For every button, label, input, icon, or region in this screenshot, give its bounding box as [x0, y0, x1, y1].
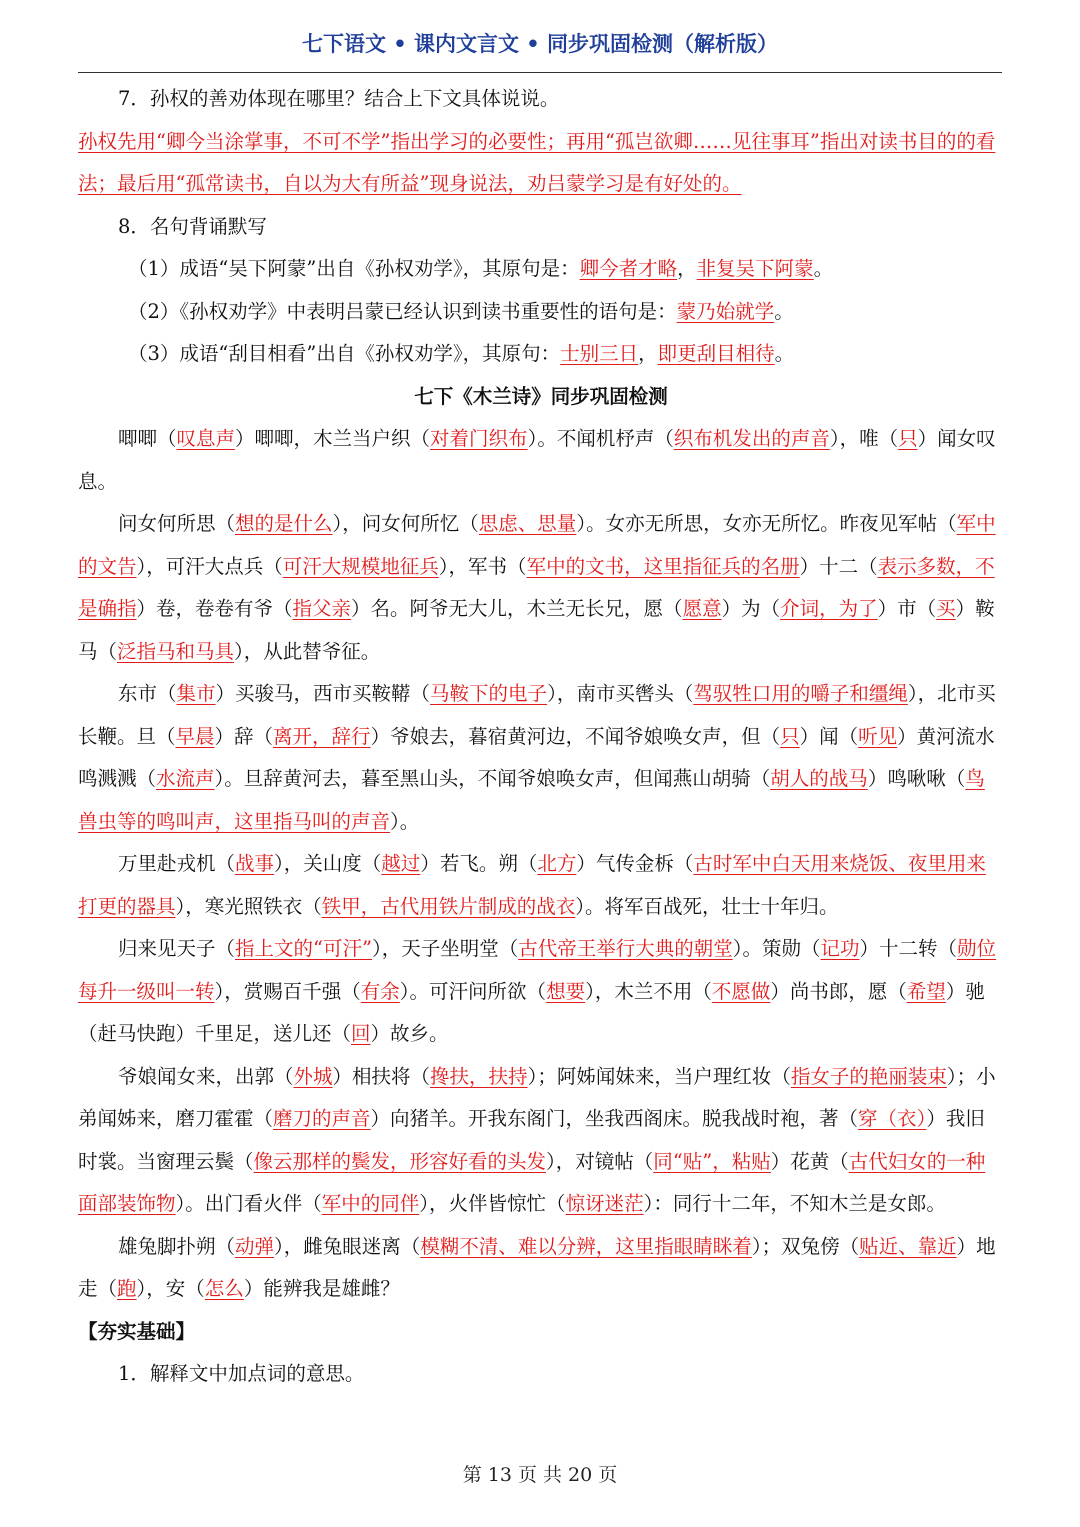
- gloss-answer: 想要: [546, 979, 586, 1003]
- gloss-answer: 离开，辞行: [273, 724, 371, 748]
- passage-text: ）。不闻机杼声（: [527, 427, 674, 450]
- basic-title: 【夯实基础】: [78, 1319, 196, 1343]
- gloss-answer: 水流声: [156, 767, 215, 790]
- gloss-answer: 动弹: [235, 1234, 275, 1258]
- passage-text: ）十二（: [799, 554, 878, 578]
- passage-text: ）市（: [877, 597, 937, 620]
- gloss-answer: 叹息声: [176, 427, 236, 450]
- passage-text: ）花黄（: [770, 1149, 849, 1173]
- item-end: 。: [813, 257, 834, 280]
- passage-text: ）驰（赶马快跑）千里足，送儿还（: [78, 979, 985, 1045]
- question-8-item: [78, 248, 1004, 291]
- gloss-answer: 军中的文书，这里指征兵的名册: [526, 554, 800, 578]
- passage-text: 雄兔脚扑朔（: [118, 1234, 236, 1258]
- passage-text: ）辞（: [214, 724, 274, 748]
- item-answer: 卿今者才略: [579, 257, 678, 280]
- gloss-answer: 集市: [176, 682, 216, 705]
- gloss-answer: 跑: [117, 1277, 137, 1300]
- passage-text: ）十二转（: [859, 937, 958, 960]
- item-sep: ，: [677, 257, 697, 280]
- gloss-answer: 记功: [820, 937, 860, 960]
- passage-text: ）黄河流水鸣溅溅（: [78, 724, 995, 790]
- gloss-answer: 思虑、思量: [478, 512, 577, 535]
- gloss-answer: 贴近、靠近: [859, 1234, 957, 1258]
- gloss-answer: 不愿做: [711, 979, 771, 1003]
- passage-text: ）故乡。: [370, 1022, 449, 1045]
- passage-text: ），雌兔眼迷离（: [274, 1234, 421, 1258]
- item-answer: 士别三日: [560, 342, 639, 365]
- passage-paragraph: [78, 1226, 1004, 1311]
- gloss-answer: 愿意: [682, 597, 722, 620]
- passage-text: ）；小弟闻姊来，磨刀霍霍（: [78, 1064, 996, 1130]
- item-answer: 蒙乃始就学: [676, 299, 775, 323]
- passage-text: ），天子坐明堂（: [371, 937, 519, 960]
- gloss-answer: 怎么: [204, 1277, 244, 1300]
- passage-text: ）闻女叹息。: [78, 427, 996, 493]
- item-prompt: （1）成语“吴下阿蒙”出自《孙权劝学》，其原句是：: [128, 257, 580, 280]
- passage-text: ）；阿姊闻妹来，当户理红妆（: [527, 1064, 791, 1088]
- gloss-answer: 对着门织布: [430, 427, 528, 450]
- passage-text: ）能辨我是雄雌？: [243, 1277, 400, 1300]
- passage-text: ）爷娘去，暮宿黄河边，不闻爷娘唤女声，但（: [370, 724, 781, 748]
- passage-text: ）卷，卷卷有爷（: [136, 597, 293, 620]
- question-8-item: [78, 333, 1004, 376]
- question-7: 7．孙权的善劝体现在哪里？结合上下文具体说说。: [118, 87, 560, 110]
- gloss-answer: 军中的同伴: [321, 1192, 420, 1215]
- gloss-answer: 买: [936, 597, 956, 620]
- passage-text: ），北市买长鞭。旦（: [78, 682, 996, 748]
- passage-text: ）。: [390, 809, 420, 833]
- passage-paragraph: [78, 418, 1004, 503]
- gloss-answer: 勋位每升一级叫一转: [78, 937, 997, 1003]
- answer-7: [78, 121, 1004, 206]
- item-answer: 即更刮目相待: [657, 342, 775, 365]
- gloss-answer: 像云那样的鬓发，形容好看的头发: [253, 1149, 547, 1173]
- item-end: 。: [774, 342, 795, 365]
- gloss-answer: 鸟兽虫等的鸣叫声，这里指马叫的声音: [78, 767, 985, 833]
- passage-text: ），唯（: [829, 427, 899, 450]
- gloss-answer: 外城: [293, 1064, 333, 1088]
- basic-question-1: 1．解释文中加点词的意思。: [118, 1362, 365, 1385]
- gloss-answer: 古代妇女的一种面部装饰物: [78, 1149, 986, 1215]
- passage-text: ）鸣啾啾（: [867, 767, 966, 790]
- passage-text: ）。旦辞黄河去，暮至黑山头，不闻爷娘唤女声，但闻燕山胡骑（: [214, 767, 771, 790]
- gloss-answer: 铁甲，古代用铁片制成的战衣: [321, 894, 576, 918]
- gloss-answer: 有余: [360, 979, 400, 1003]
- answer-7-text: 孙权先用“卿今当涂掌事，不可不学”指出学习的必要性；再用“孤岂欲卿……见往事耳”指出对读书目的的看法；最后用“孤常读书，自以为大有所益”现身说法，劝吕蒙学习是有好处的。: [78, 129, 996, 195]
- item-prompt: （2）《孙权劝学》中表明吕蒙已经认识到读书重要性的语句是：: [128, 299, 677, 323]
- passage-text: 东市（: [118, 682, 177, 705]
- gloss-answer: 胡人的战马: [770, 767, 868, 790]
- passage-text: 爷娘闻女来，出郭（: [118, 1064, 294, 1088]
- passage-text: ）若飞。朔（: [420, 852, 538, 875]
- passage-paragraph: [78, 843, 1004, 928]
- question-8-title: 8．名句背诵默写: [118, 214, 267, 238]
- passage-text: ），寒光照铁衣（: [175, 894, 322, 918]
- passage-paragraph: [78, 673, 1004, 843]
- item-answer: 非复吴下阿蒙: [696, 257, 814, 280]
- passage-text: 唧唧（: [118, 427, 177, 450]
- passage-text: ），问女何所忆（: [332, 512, 479, 535]
- passage-text: ）。将军百战死，壮士十年归。: [575, 894, 839, 918]
- passage-text: ），对镜帖（: [546, 1149, 654, 1173]
- gloss-answer: 同“贴”，粘贴: [653, 1149, 771, 1173]
- passage-text: ），安（: [136, 1277, 205, 1300]
- gloss-answer: 只: [780, 724, 800, 748]
- passage-text: ），军书（: [438, 554, 527, 578]
- passage-text: 问女何所思（: [118, 512, 236, 535]
- passage-text: ）。出门看火伴（: [175, 1192, 322, 1215]
- page-footer: 第 13 页 共 20 页: [462, 1464, 618, 1486]
- gloss-answer: 介词，为了: [780, 597, 878, 620]
- gloss-answer: 穿（衣）: [858, 1107, 927, 1130]
- gloss-answer: 马鞍下的电子: [430, 682, 548, 705]
- gloss-answer: 指上文的“可汗”: [235, 937, 372, 960]
- passage-text: ），可汗大点兵（: [136, 554, 283, 578]
- gloss-answer: 战事: [235, 852, 275, 875]
- gloss-answer: 回: [351, 1022, 371, 1045]
- passage-paragraph: [78, 928, 1004, 1056]
- gloss-answer: 古时军中白天用来烧饭、夜里用来打更的器具: [78, 852, 986, 918]
- passage-text: ），关山度（: [274, 852, 382, 875]
- gloss-answer: 军中的文告: [78, 512, 996, 578]
- gloss-answer: 模糊不清、难以分辨，这里指眼睛眯着: [420, 1234, 752, 1258]
- item-end: 。: [774, 299, 794, 323]
- passage-text: ）。策勋（: [732, 937, 821, 960]
- gloss-answer: 织布机发出的声音: [673, 427, 830, 450]
- passage-text: ）：同行十二年，不知木兰是女郎。: [643, 1192, 946, 1215]
- page-header: [78, 24, 1002, 73]
- passage-text: ）名。阿爷无大儿，木兰无长兄，愿（: [351, 597, 683, 620]
- gloss-answer: 希望: [906, 979, 946, 1003]
- passage-text: ）我旧时裳。当窗理云鬓（: [78, 1107, 985, 1173]
- item-sep: ，: [638, 342, 658, 365]
- passage-text: ），木兰不用（: [585, 979, 712, 1003]
- passage-text: ）；双兔傍（: [751, 1234, 860, 1258]
- section-title: 七下《木兰诗》同步巩固检测: [414, 384, 668, 408]
- passage-text: ）闻（: [799, 724, 859, 748]
- passage-text: ），火伴皆惊忙（: [419, 1192, 566, 1215]
- passage-text: ）地走（: [78, 1234, 996, 1300]
- item-prompt: （3）成语“刮目相看”出自《孙权劝学》，其原句：: [128, 342, 561, 365]
- header-title: 七下语文 • 课内文言文 • 同步巩固检测（解析版）: [301, 32, 779, 56]
- gloss-answer: 早晨: [175, 724, 215, 748]
- gloss-answer: 越过: [381, 852, 421, 875]
- document-body: [78, 78, 1004, 1396]
- gloss-answer: 泛指马和马具: [117, 639, 235, 663]
- passage-text: 归来见天子（: [118, 937, 236, 960]
- gloss-answer: 只: [898, 427, 918, 450]
- passage-text: ），从此替爷征。: [234, 639, 381, 663]
- passage-text: ）相扶将（: [332, 1064, 431, 1088]
- passage-text: ）尚书郎，愿（: [770, 979, 907, 1003]
- gloss-answer: 听见: [858, 724, 898, 748]
- gloss-answer: 古代帝王举行大典的朝堂: [518, 937, 733, 960]
- question-8-item: [78, 291, 1004, 334]
- passage-text: ），南市买辔头（: [547, 682, 694, 705]
- gloss-answer: 搀扶，扶持: [430, 1064, 528, 1088]
- gloss-answer: 指父亲: [292, 597, 352, 620]
- passage-text: 万里赴戎机（: [118, 852, 236, 875]
- gloss-answer: 北方: [537, 852, 577, 875]
- passage-text: ），赏赐百千强（: [214, 979, 361, 1003]
- gloss-answer: 惊讶迷茫: [565, 1192, 644, 1215]
- passage-text: ）买骏马，西市买鞍鞯（: [215, 682, 431, 705]
- passage-text: ）向猪羊。开我东阁门，坐我西阁床。脱我战时袍，著（: [370, 1107, 859, 1130]
- passage-text: ）。可汗问所欲（: [399, 979, 547, 1003]
- passage-text: ）为（: [721, 597, 781, 620]
- passage-text: ）鞍马（: [78, 597, 995, 663]
- passage-text: ）。女亦无所思，女亦无所忆。昨夜见军帖（: [576, 512, 957, 535]
- passage: [78, 418, 1004, 1311]
- gloss-answer: 驾驭牲口用的嚼子和缰绳: [693, 682, 908, 705]
- passage-paragraph: [78, 1056, 1004, 1226]
- passage-text: ）唧唧，木兰当户织（: [235, 427, 431, 450]
- passage-paragraph: [78, 503, 1004, 673]
- passage-text: ）气传金柝（: [576, 852, 694, 875]
- gloss-answer: 表示多数，不是确指: [78, 554, 995, 620]
- gloss-answer: 指女子的艳丽装束: [790, 1064, 947, 1088]
- gloss-answer: 磨刀的声音: [273, 1107, 371, 1130]
- gloss-answer: 想的是什么: [235, 512, 333, 535]
- gloss-answer: 可汗大规模地征兵: [282, 554, 439, 578]
